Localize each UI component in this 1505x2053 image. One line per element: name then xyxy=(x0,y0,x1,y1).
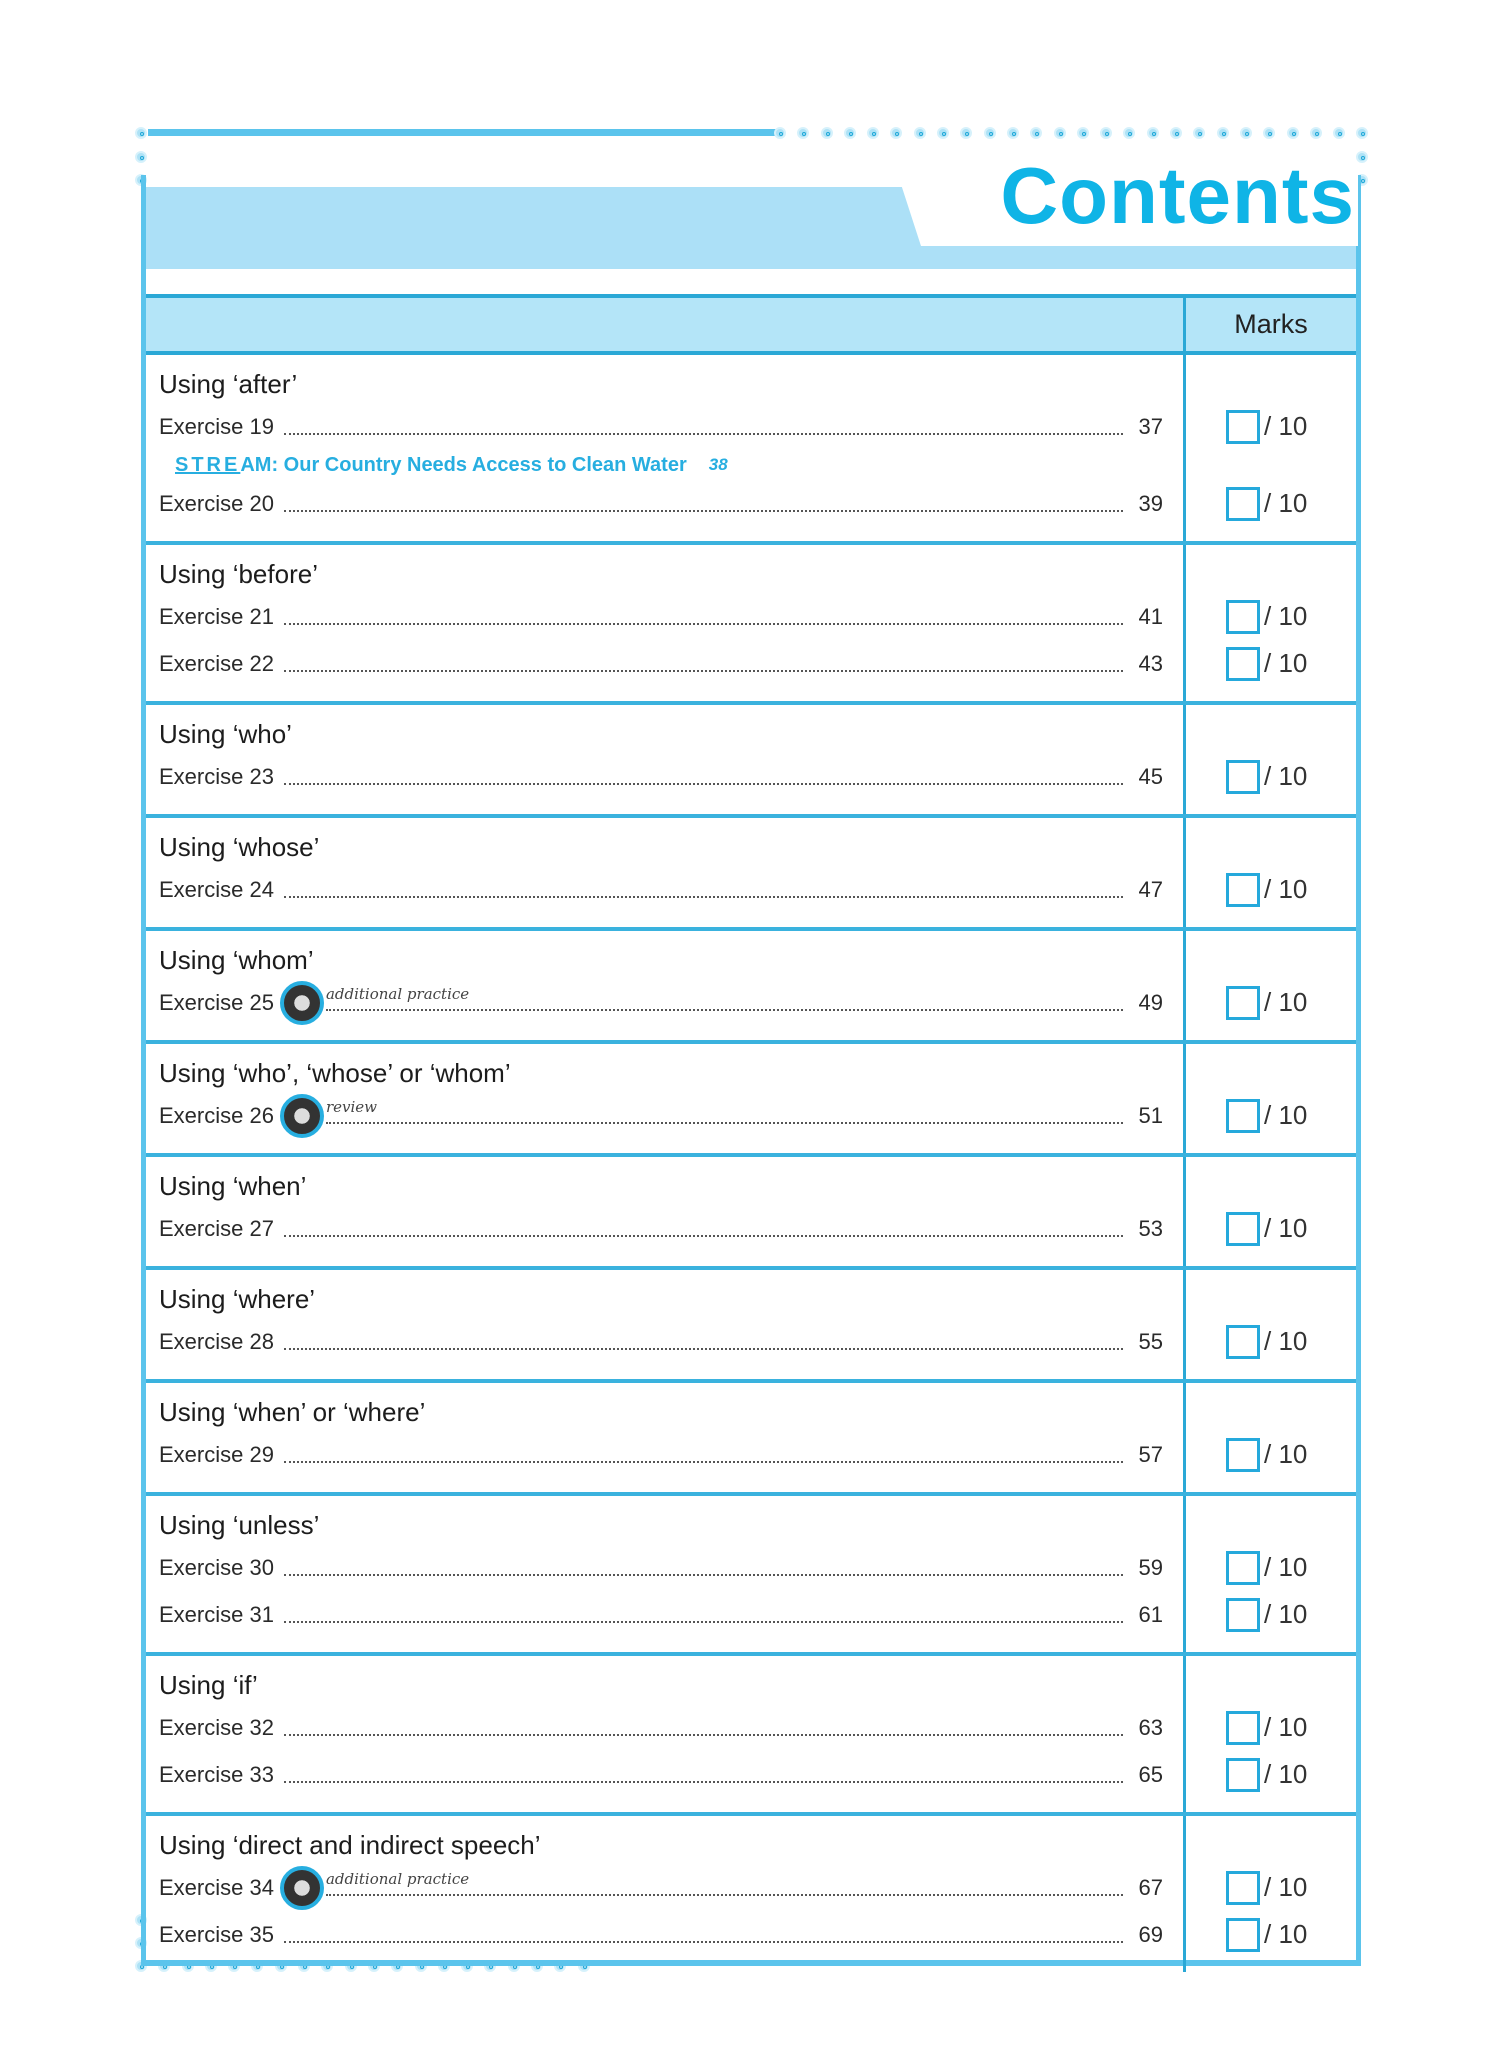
dot-leader xyxy=(284,1767,1123,1783)
mark-input-box[interactable] xyxy=(1226,410,1260,444)
mark-total: / 10 xyxy=(1264,1872,1308,1902)
contents-section xyxy=(146,931,1356,1044)
border-dot xyxy=(937,127,949,139)
mark-entry xyxy=(1186,1704,1356,1751)
mark-total: / 10 xyxy=(1264,1213,1308,1243)
border-dot xyxy=(960,127,972,139)
exercise-label: Exercise 19 xyxy=(159,413,274,439)
border-dot xyxy=(1147,127,1159,139)
mark-input-box[interactable] xyxy=(1226,760,1260,794)
contents-section xyxy=(146,818,1356,931)
table-header xyxy=(146,294,1356,355)
section-title: Using ‘if’ xyxy=(159,1670,258,1700)
border-dot xyxy=(914,127,926,139)
section-title: Using ‘whom’ xyxy=(159,945,314,975)
mark-input-box[interactable] xyxy=(1226,1871,1260,1905)
exercise-row[interactable] xyxy=(159,1092,1163,1139)
border-dot xyxy=(1100,127,1112,139)
page-number: 37 xyxy=(1138,413,1163,439)
exercise-label: Exercise 23 xyxy=(159,763,274,789)
corner-dot xyxy=(1356,151,1368,163)
marks-cell xyxy=(1186,1496,1356,1652)
mark-entry xyxy=(1186,593,1356,640)
exercise-label: Exercise 31 xyxy=(159,1601,274,1627)
mark-entry xyxy=(1186,640,1356,687)
exercise-label: Exercise 20 xyxy=(159,490,274,516)
section-title: Using ‘whose’ xyxy=(159,832,320,862)
mark-total: / 10 xyxy=(1264,1100,1308,1130)
mark-total: / 10 xyxy=(1264,1919,1308,1949)
mark-entry xyxy=(1186,1544,1356,1591)
page-number: 51 xyxy=(1138,1102,1163,1128)
marks-cell xyxy=(1186,545,1356,701)
top-dot-border xyxy=(774,127,1380,139)
dot-leader xyxy=(284,769,1123,785)
mark-total: / 10 xyxy=(1264,1599,1308,1629)
mark-input-box[interactable] xyxy=(1226,487,1260,521)
marks-cell xyxy=(1186,705,1356,814)
marks-cell xyxy=(1186,1383,1356,1492)
dot-leader xyxy=(284,1560,1123,1576)
mark-entry xyxy=(1186,753,1356,800)
page-number: 65 xyxy=(1138,1761,1163,1787)
dot-leader xyxy=(284,1221,1123,1237)
marks-cell xyxy=(1186,818,1356,927)
exercise-label: Exercise 33 xyxy=(159,1761,274,1787)
exercise-row[interactable] xyxy=(159,1544,1163,1591)
corner-dot xyxy=(135,127,147,139)
page-title: Contents xyxy=(1000,151,1355,240)
border-dot xyxy=(1193,127,1205,139)
exercise-row[interactable] xyxy=(159,640,1163,687)
section-title: Using ‘when’ xyxy=(159,1171,307,1201)
exercise-row[interactable] xyxy=(159,1318,1163,1365)
border-dot xyxy=(1356,127,1368,139)
exercise-row[interactable] xyxy=(159,403,1163,450)
mark-entry xyxy=(1186,1911,1356,1958)
dot-leader xyxy=(325,984,1123,1011)
stream-link[interactable]: STRE AM: Our Country Needs Access to Clean Water 38 xyxy=(175,453,728,476)
section-title: Using ‘where’ xyxy=(159,1284,316,1314)
section-title: Using ‘who’ xyxy=(159,719,292,749)
contents-section xyxy=(146,1656,1356,1816)
mark-total: / 10 xyxy=(1264,874,1308,904)
mark-total: / 10 xyxy=(1264,648,1308,678)
border-dot xyxy=(1310,127,1322,139)
section-title: Using ‘before’ xyxy=(159,559,318,589)
exercise-label: Exercise 21 xyxy=(159,603,274,629)
exercise-row[interactable] xyxy=(159,1431,1163,1478)
exercise-row[interactable] xyxy=(159,1751,1163,1798)
mark-entry xyxy=(1186,1864,1356,1911)
mark-total: / 10 xyxy=(1264,987,1308,1017)
section-title: Using ‘unless’ xyxy=(159,1510,320,1540)
mark-input-box[interactable] xyxy=(1226,1099,1260,1133)
page-number: 47 xyxy=(1138,876,1163,902)
exercise-row[interactable] xyxy=(159,866,1163,913)
border-dot xyxy=(1217,127,1229,139)
border-dot xyxy=(797,127,809,139)
mark-total: / 10 xyxy=(1264,1552,1308,1582)
mark-input-box[interactable] xyxy=(1226,1325,1260,1359)
dot-leader xyxy=(284,496,1123,512)
exercise-label: Exercise 34 xyxy=(159,1874,274,1900)
exercise-row[interactable] xyxy=(159,1205,1163,1252)
border-dot xyxy=(984,127,996,139)
mark-total: / 10 xyxy=(1264,1439,1308,1469)
contents-section xyxy=(146,545,1356,705)
dot-leader xyxy=(284,1334,1123,1350)
border-dot xyxy=(1077,127,1089,139)
marks-cell xyxy=(1186,1270,1356,1379)
mark-entry xyxy=(1186,403,1356,450)
practice-badge-icon xyxy=(280,1866,324,1910)
mark-input-box[interactable] xyxy=(1226,1758,1260,1792)
mark-total: / 10 xyxy=(1264,1712,1308,1742)
mark-input-box[interactable] xyxy=(1226,1551,1260,1585)
page-number: 61 xyxy=(1138,1601,1163,1627)
exercise-row[interactable] xyxy=(159,753,1163,800)
border-dot xyxy=(1263,127,1275,139)
mark-total: / 10 xyxy=(1264,1759,1308,1789)
mark-input-box[interactable] xyxy=(1226,1918,1260,1952)
contents-section xyxy=(146,1157,1356,1270)
exercise-row[interactable] xyxy=(159,979,1163,1026)
dot-leader xyxy=(284,882,1123,898)
marks-header: Marks xyxy=(1234,309,1308,339)
stream-page: 38 xyxy=(708,455,728,474)
page-number: 69 xyxy=(1138,1921,1163,1947)
page-number: 55 xyxy=(1138,1328,1163,1354)
mark-entry xyxy=(1186,480,1356,527)
dot-leader xyxy=(284,656,1123,672)
exercise-label: Exercise 32 xyxy=(159,1714,274,1740)
contents-section xyxy=(146,355,1356,545)
border-dot xyxy=(1030,127,1042,139)
border-dot xyxy=(1170,127,1182,139)
exercise-label: Exercise 29 xyxy=(159,1441,274,1467)
dot-leader xyxy=(284,1607,1123,1623)
border-dot xyxy=(1007,127,1019,139)
mark-input-box[interactable] xyxy=(1226,647,1260,681)
border-dot xyxy=(1123,127,1135,139)
mark-entry xyxy=(1186,1318,1356,1365)
marks-cell xyxy=(1186,1656,1356,1812)
exercise-label: Exercise 28 xyxy=(159,1328,274,1354)
mark-input-box[interactable] xyxy=(1226,873,1260,907)
border-dot xyxy=(821,127,833,139)
page-number: 63 xyxy=(1138,1714,1163,1740)
exercise-row[interactable] xyxy=(159,1911,1163,1958)
page-number: 53 xyxy=(1138,1215,1163,1241)
exercise-label: Exercise 22 xyxy=(159,650,274,676)
contents-table xyxy=(146,294,1356,1972)
border-dot xyxy=(867,127,879,139)
marks-cell xyxy=(1186,1157,1356,1266)
dot-leader xyxy=(284,609,1123,625)
marks-cell xyxy=(1186,1044,1356,1153)
contents-section xyxy=(146,1496,1356,1656)
dot-leader xyxy=(284,1447,1123,1463)
contents-section xyxy=(146,705,1356,818)
practice-badge-icon xyxy=(280,981,324,1025)
mark-total: / 10 xyxy=(1264,761,1308,791)
border-dot xyxy=(1054,127,1066,139)
border-dot xyxy=(1240,127,1252,139)
border-dot xyxy=(774,127,786,139)
exercise-row[interactable] xyxy=(159,1591,1163,1638)
mark-input-box[interactable] xyxy=(1226,986,1260,1020)
border-dot xyxy=(844,127,856,139)
exercise-note: additional practice xyxy=(325,984,470,1003)
section-title: Using ‘when’ or ‘where’ xyxy=(159,1397,426,1427)
exercise-label: Exercise 27 xyxy=(159,1215,274,1241)
page-number: 39 xyxy=(1138,490,1163,516)
mark-input-box[interactable] xyxy=(1226,1711,1260,1745)
exercise-label: Exercise 26 xyxy=(159,1102,274,1128)
mark-entry xyxy=(1186,1092,1356,1139)
mark-entry xyxy=(1186,1591,1356,1638)
exercise-row[interactable] xyxy=(159,1704,1163,1751)
section-title: Using ‘direct and indirect speech’ xyxy=(159,1830,541,1860)
contents-section xyxy=(146,1270,1356,1383)
page-number: 57 xyxy=(1138,1441,1163,1467)
section-title: Using ‘after’ xyxy=(159,369,298,399)
exercise-label: Exercise 30 xyxy=(159,1554,274,1580)
page-number: 49 xyxy=(1138,989,1163,1015)
top-border-line xyxy=(148,129,778,136)
section-title: Using ‘who’, ‘whose’ or ‘whom’ xyxy=(159,1058,511,1088)
contents-section xyxy=(146,1383,1356,1496)
exercise-row[interactable] xyxy=(159,1864,1163,1911)
mark-total: / 10 xyxy=(1264,411,1308,441)
mark-entry xyxy=(1186,1751,1356,1798)
marks-cell xyxy=(1186,931,1356,1040)
mark-total: / 10 xyxy=(1264,601,1308,631)
exercise-note: additional practice xyxy=(325,1869,470,1888)
border-dot xyxy=(1333,127,1345,139)
exercise-label: Exercise 24 xyxy=(159,876,274,902)
contents-section xyxy=(146,1816,1356,1972)
page-number: 45 xyxy=(1138,763,1163,789)
marks-cell xyxy=(1186,355,1356,541)
mark-entry xyxy=(1186,1205,1356,1252)
dot-leader xyxy=(284,1720,1123,1736)
exercise-label: Exercise 35 xyxy=(159,1921,274,1947)
page-number: 43 xyxy=(1138,650,1163,676)
mark-entry xyxy=(1186,979,1356,1026)
mark-input-box[interactable] xyxy=(1226,1438,1260,1472)
mark-entry xyxy=(1186,1431,1356,1478)
page-number: 59 xyxy=(1138,1554,1163,1580)
mark-input-box[interactable] xyxy=(1226,1212,1260,1246)
exercise-label: Exercise 25 xyxy=(159,989,274,1015)
dot-leader xyxy=(284,419,1123,435)
contents-section xyxy=(146,1044,1356,1157)
mark-entry xyxy=(1186,866,1356,913)
dot-leader xyxy=(325,1097,1123,1124)
mark-total: / 10 xyxy=(1264,488,1308,518)
dot-leader xyxy=(284,1927,1123,1943)
corner-dot xyxy=(135,151,147,163)
exercise-row[interactable] xyxy=(159,480,1163,527)
mark-total: / 10 xyxy=(1264,1326,1308,1356)
dot-leader xyxy=(325,1869,1123,1896)
exercise-note: review xyxy=(325,1097,377,1116)
border-dot xyxy=(890,127,902,139)
border-dot xyxy=(1287,127,1299,139)
practice-badge-icon xyxy=(280,1094,324,1138)
mark-input-box[interactable] xyxy=(1226,1598,1260,1632)
page-number: 41 xyxy=(1138,603,1163,629)
marks-cell xyxy=(1186,1816,1356,1972)
exercise-row[interactable] xyxy=(159,593,1163,640)
mark-input-box[interactable] xyxy=(1226,600,1260,634)
page-number: 67 xyxy=(1138,1874,1163,1900)
